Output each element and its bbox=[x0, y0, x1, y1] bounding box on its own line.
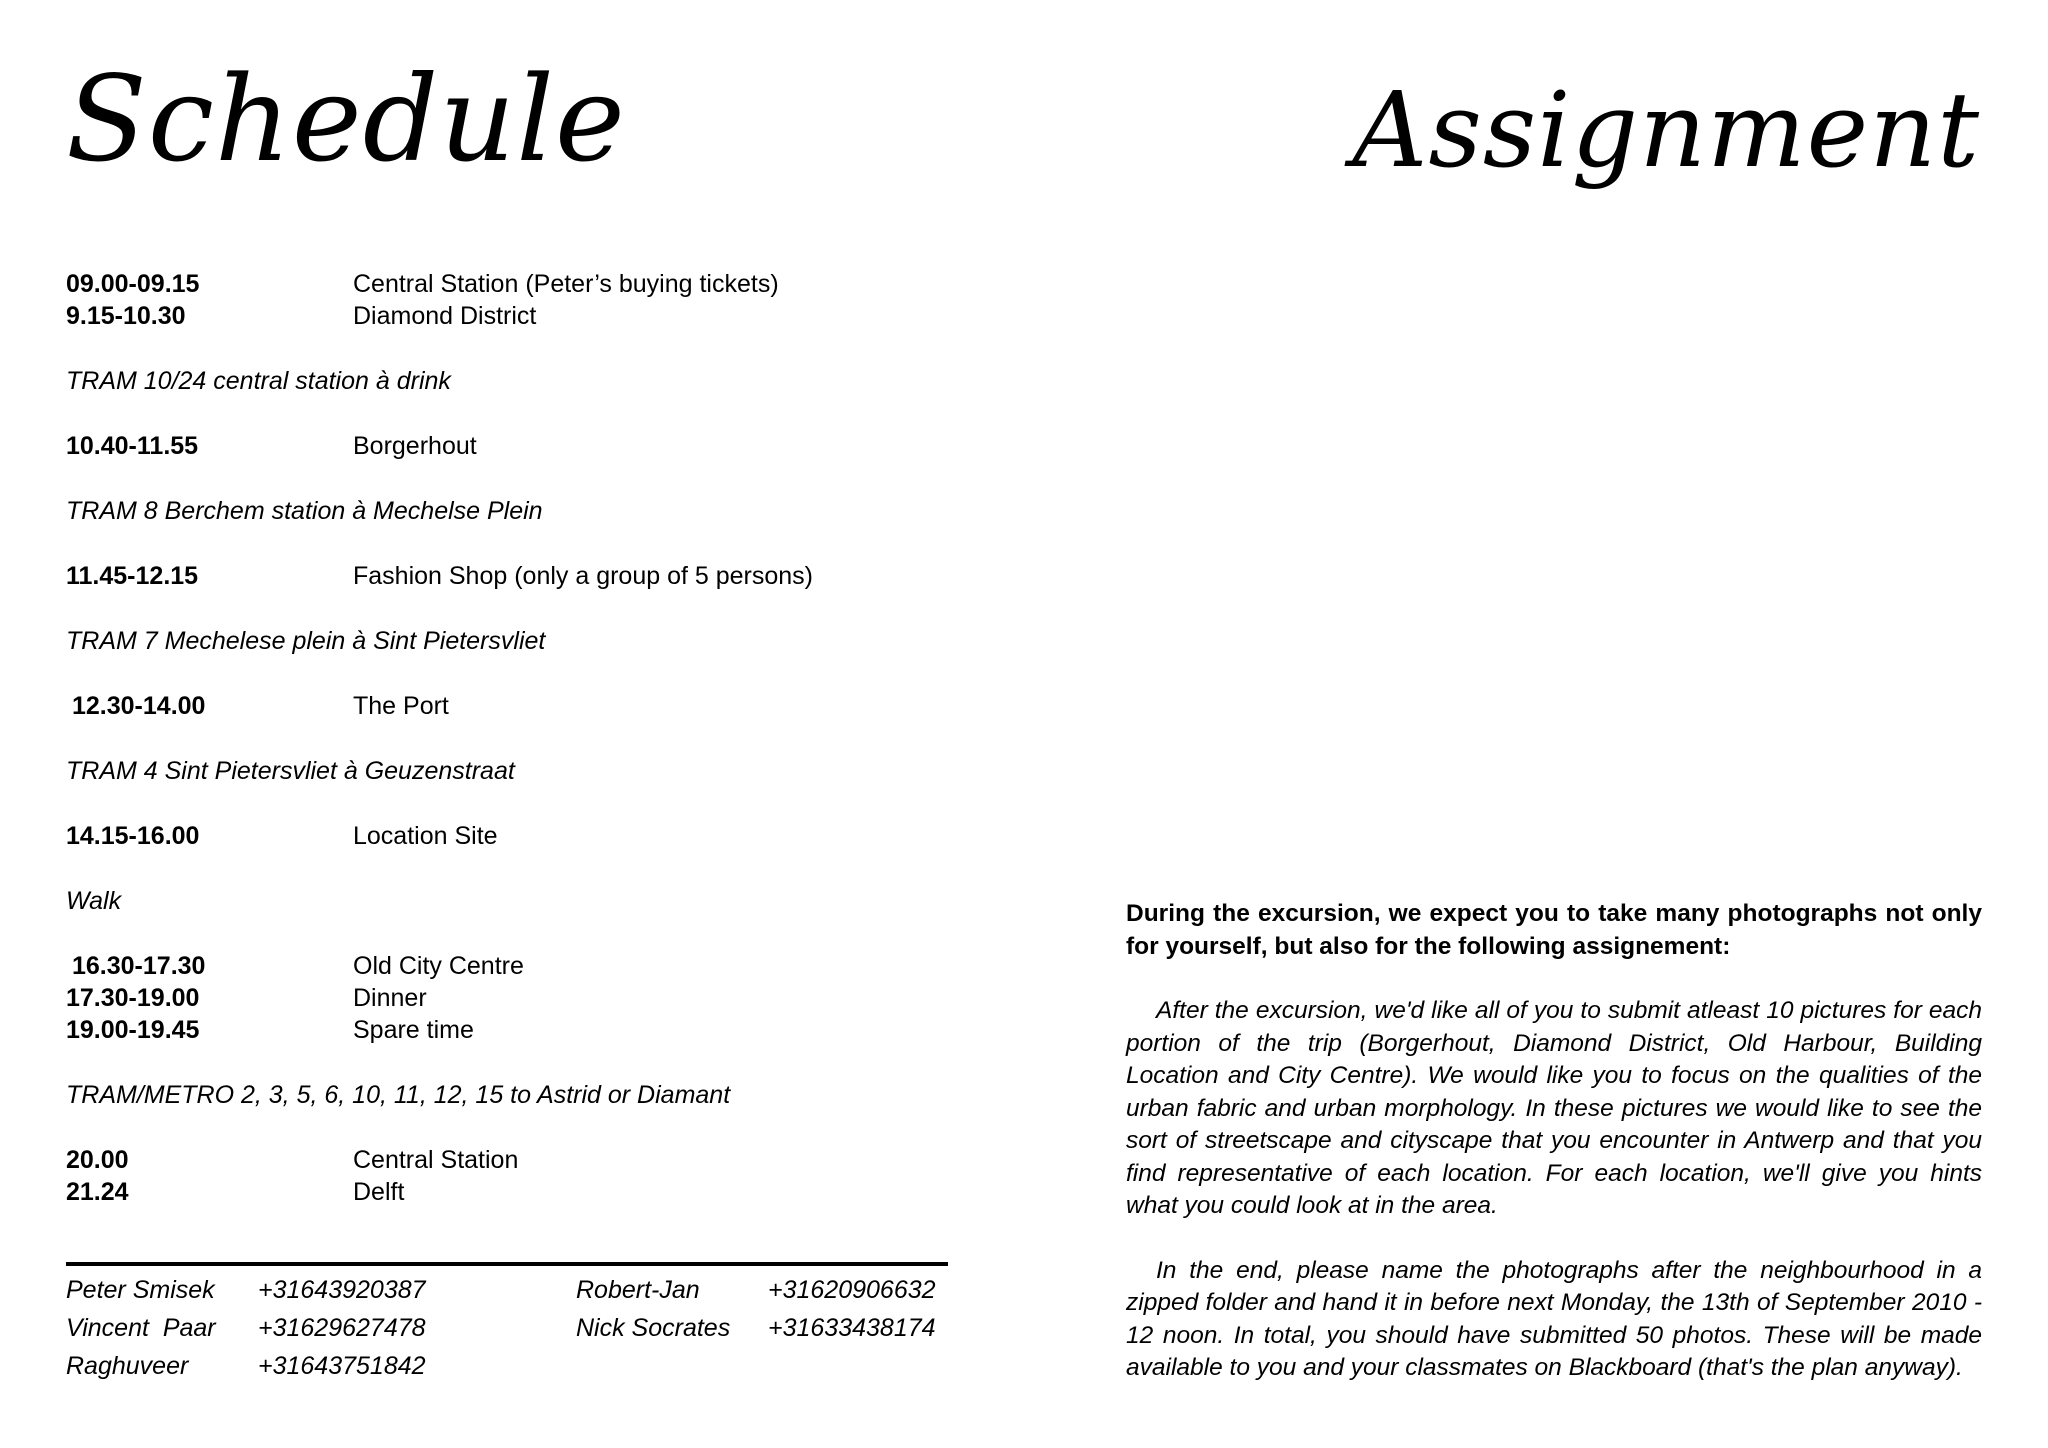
contacts-divider bbox=[66, 1262, 948, 1266]
schedule-time: 9.15-10.30 bbox=[66, 302, 186, 330]
schedule-place: Diamond District bbox=[353, 302, 537, 330]
transit-note-text: TRAM 8 Berchem station à Mechelse Plein bbox=[66, 497, 543, 525]
assignment-paragraph: After the excursion, we'd like all of you to submit atleast 10 pictures for each portion of the trip (Borgerhout, Diamond District, Old Harbour, Building Location and City Centre). We would like you to focus on the qualities of the urban fabric and urban morphology. In these pictures we would like to see the sort of streetscape and cityscape that you encounter in Antwerp and that you find representative of each location. For each location, we'll give you hints what you could look at in the area. bbox=[1126, 997, 1982, 1219]
contact-name: Nick Socrates bbox=[576, 1314, 731, 1342]
schedule-transit-note bbox=[66, 887, 121, 919]
schedule-time: 11.45-12.15 bbox=[66, 562, 199, 590]
schedule-place: Central Station bbox=[353, 1146, 519, 1174]
schedule-place: Fashion Shop (only a group of 5 persons) bbox=[353, 562, 813, 590]
contact-name: Peter Smisek bbox=[66, 1276, 215, 1304]
contact-phone: +31643920387 bbox=[258, 1276, 426, 1304]
schedule-time: 16.30-17.30 bbox=[72, 952, 206, 980]
schedule-place: Old City Centre bbox=[353, 952, 524, 980]
schedule-time: 19.00-19.45 bbox=[66, 1016, 200, 1044]
transit-note-text: TRAM/METRO 2, 3, 5, 6, 10, 11, 12, 15 to Astrid or Diamant bbox=[66, 1081, 731, 1109]
schedule-place: Location Site bbox=[353, 822, 498, 850]
schedule-transit-note bbox=[66, 497, 543, 529]
schedule-time: 12.30-14.00 bbox=[72, 692, 206, 720]
schedule-transit-note bbox=[66, 367, 451, 399]
assignment-paragraph: In the end, please name the photographs after the neighbourhood in a zipped folder and hand it in before next Monday, the 13th of September 2010 - 12 noon. In total, you should have submitted 50 photos. These will be made available to you and your classmates on Blackboard (that's the plan anyway). bbox=[1126, 1256, 1982, 1381]
schedule-place: Delft bbox=[353, 1178, 405, 1206]
schedule-transit-note bbox=[66, 1081, 730, 1113]
contact-phone: +31633438174 bbox=[768, 1314, 936, 1342]
schedule-time: 20.00 bbox=[66, 1146, 129, 1174]
schedule-time: 21.24 bbox=[66, 1178, 129, 1206]
contact-name: Robert-Jan bbox=[576, 1276, 700, 1304]
transit-note-text: TRAM 4 Sint Pietersvliet à Geuzenstraat bbox=[66, 757, 515, 785]
schedule-place: Borgerhout bbox=[353, 432, 477, 460]
schedule-transit-note bbox=[66, 757, 515, 789]
contact-phone: +31629627478 bbox=[258, 1314, 426, 1342]
transit-note-text: Walk bbox=[66, 887, 122, 915]
transit-note-text: TRAM 10/24 central station à drink bbox=[66, 367, 451, 395]
schedule-time: 09.00-09.15 bbox=[66, 270, 200, 298]
schedule-place: Spare time bbox=[353, 1016, 474, 1044]
schedule-time: 17.30-19.00 bbox=[66, 984, 200, 1012]
contact-name: Vincent Paar bbox=[66, 1314, 216, 1342]
assignment-section bbox=[1126, 898, 1982, 1385]
schedule-place: Dinner bbox=[353, 984, 427, 1012]
assignment-heading: Assignment bbox=[1352, 69, 1980, 191]
contact-phone: +31620906632 bbox=[768, 1276, 936, 1304]
assignment-intro: During the excursion, we expect you to take many photographs not only for yourself, but also for the following assignement: bbox=[1126, 900, 1982, 960]
transit-note-text: TRAM 7 Mechelese plein à Sint Pietersvliet bbox=[66, 627, 546, 655]
schedule-transit-note bbox=[66, 627, 545, 659]
schedule-time: 14.15-16.00 bbox=[66, 822, 200, 850]
schedule-time: 10.40-11.55 bbox=[66, 432, 199, 460]
schedule-place: The Port bbox=[353, 692, 449, 720]
contact-name: Raghuveer bbox=[66, 1352, 189, 1380]
schedule-place: Central Station (Peter’s buying tickets) bbox=[353, 270, 779, 298]
contact-phone: +31643751842 bbox=[258, 1352, 426, 1380]
schedule-heading: Schedule bbox=[66, 50, 626, 188]
